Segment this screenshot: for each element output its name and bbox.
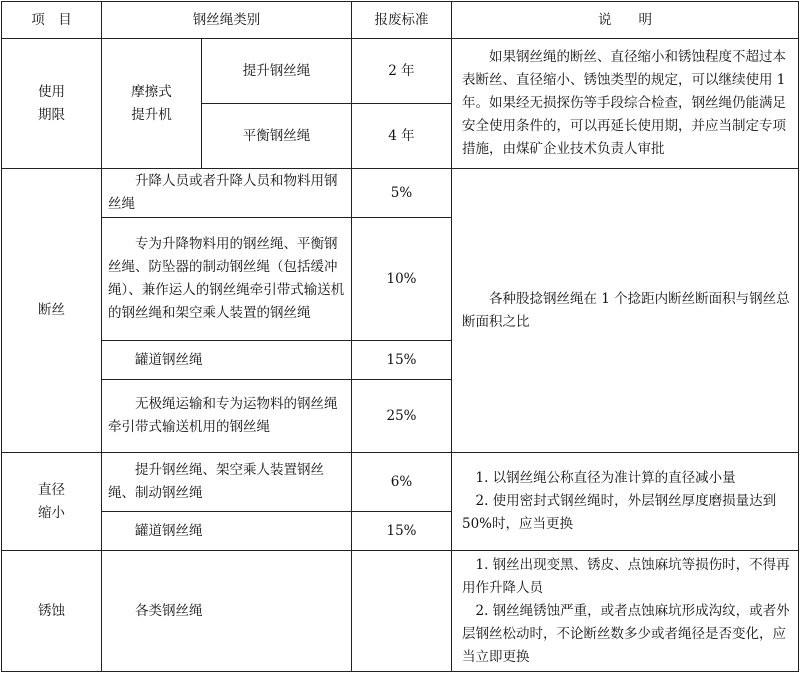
header-remark: 说 明 (452, 2, 799, 39)
standard-cell: 25% (352, 380, 452, 453)
standard-cell: 6% (352, 453, 452, 512)
table-row (2, 39, 799, 104)
header-row (2, 2, 799, 39)
remark-item: 1. 钢丝出现变黑、锈皮、点蚀麻坑等损伤时，不得再用作升降人员 (462, 556, 790, 596)
rope-type-cell: 无极绳运输和专为运物料的钢丝绳牵引带式输送机用的钢丝绳 (102, 380, 352, 453)
rope-type-cell: 专为升降物料用的钢丝绳、平衡钢丝绳、防坠器的制动钢丝绳（包括缓冲绳）、兼作运人的钢丝绳牵引带式输送机的钢丝绳和架空乘人装置的钢丝绳 (102, 218, 352, 341)
standard-cell: 10% (352, 218, 452, 341)
standard-cell: 5% (352, 169, 452, 218)
rope-type-cell: 各类钢丝绳 (102, 551, 352, 672)
table-row (2, 169, 799, 218)
remark-item: 1. 以钢丝绳公称直径为准计算的直径减小量 (475, 470, 736, 486)
standard-cell: 2 年 (352, 39, 452, 104)
header-category: 钢丝绳类别 (102, 2, 352, 39)
table-row (2, 453, 799, 512)
remark-item: 2. 钢丝绳锈蚀严重，或者点蚀麻坑形成沟纹，或者外层钢丝松动时，不论断丝数多少或者绳径是否变化，应当立即更换 (462, 602, 790, 665)
rope-type-cell: 平衡钢丝绳 (202, 104, 352, 169)
diameter-reduction-label: 直径 缩小 (2, 453, 102, 551)
corrosion-remark (452, 551, 799, 672)
friction-hoist-label: 摩擦式 提升机 (102, 39, 202, 169)
standard-cell (352, 551, 452, 672)
broken-wire-label: 断丝 (2, 169, 102, 453)
service-life-label: 使用 期限 (2, 39, 102, 169)
broken-wire-remark: 各种股捻钢丝绳在 1 个捻距内断丝断面积与钢丝总断面积之比 (452, 169, 799, 453)
standard-cell: 4 年 (352, 104, 452, 169)
service-life-remark: 如果钢丝绳的断丝、直径缩小和锈蚀程度不超过本表断丝、直径缩小、锈蚀类型的规定，可以继续使用 1 年。如果经无损探伤等手段综合检查，钢丝绳仍能满足安全使用条件的，可以再延长使用期，并应当制定专项措施，由煤矿企业技术负责人审批 (452, 39, 799, 169)
rope-type-cell: 提升钢丝绳、架空乘人装置钢丝绳、制动钢丝绳 (102, 453, 352, 512)
table-row (2, 551, 799, 672)
rope-type-cell: 提升钢丝绳 (202, 39, 352, 104)
remark-item: 2. 使用密封式钢丝绳时，外层钢丝厚度磨损量达到 50%时，应当更换 (462, 493, 777, 532)
header-standard: 报废标准 (352, 2, 452, 39)
header-item: 项 目 (2, 2, 102, 39)
scrap-standard-table (1, 1, 799, 672)
rope-type-cell: 罐道钢丝绳 (102, 341, 352, 380)
standard-cell: 15% (352, 341, 452, 380)
rope-type-cell: 罐道钢丝绳 (102, 512, 352, 551)
corrosion-label: 锈蚀 (2, 551, 102, 672)
rope-type-cell: 升降人员或者升降人员和物料用钢丝绳 (102, 169, 352, 218)
standard-cell: 15% (352, 512, 452, 551)
diameter-reduction-remark (452, 453, 799, 551)
